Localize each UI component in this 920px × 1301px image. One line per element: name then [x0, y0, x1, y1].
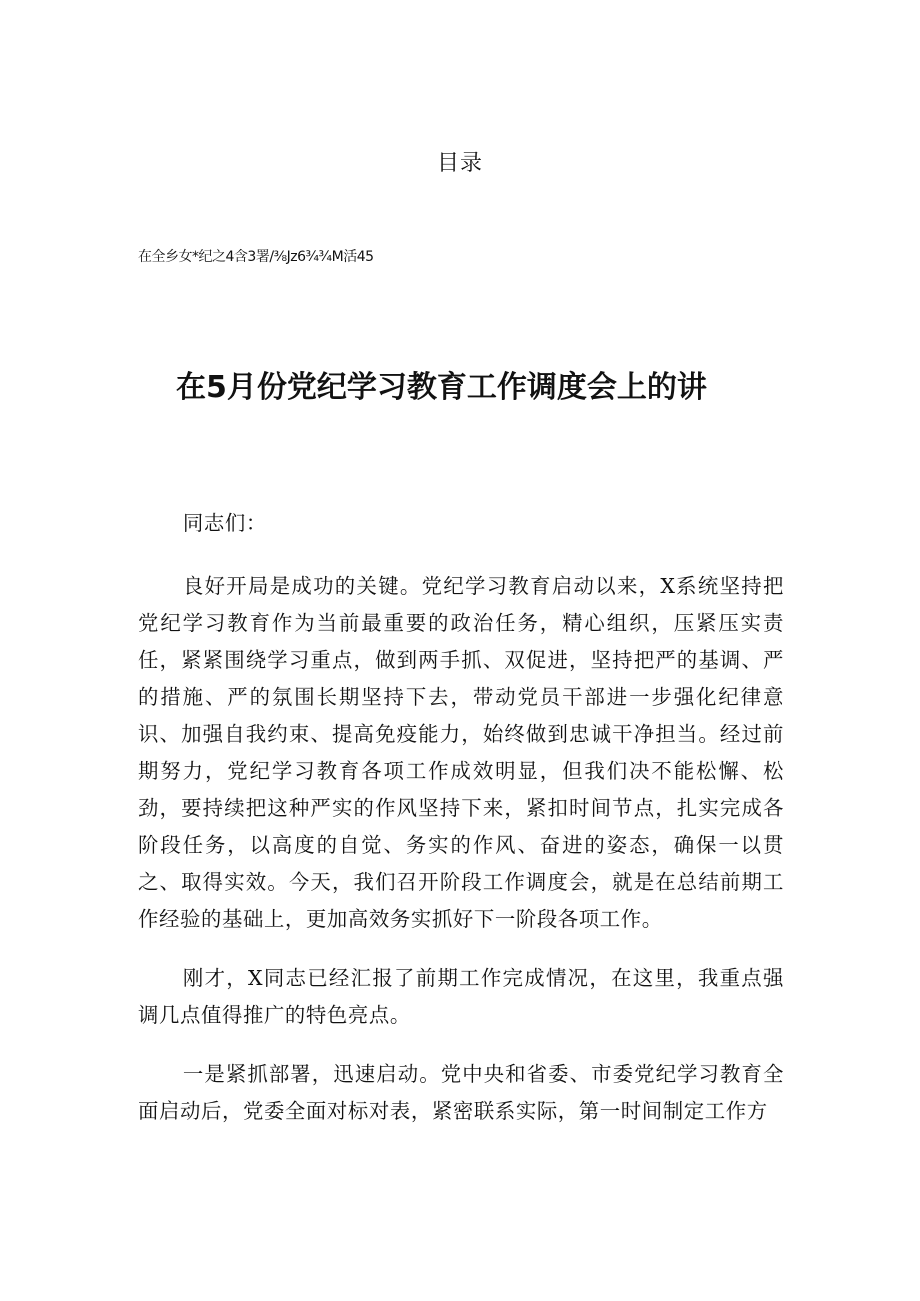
toc-entry[interactable]: 在全乡女*纪之4含3署/⅜Jz6¾¾M活45: [138, 249, 374, 265]
toc-title: 目录: [436, 151, 483, 176]
document-body: [138, 505, 784, 1152]
body-paragraph: 良好开局是成功的关键。党纪学习教育启动以来，X系统坚持把党纪学习教育作为当前最重要的政治任务，精心组织，压紧压实责任，紧紧围绕学习重点，做到两手抓、双促进，坚持把严的基调、严的措施、严的氛围长期坚持下去，带动党员干部进一步强化纪律意识、加强自我约束、提高免疫能力，始终做到忠诚干净担当。经过前期努力，党纪学习教育各项工作成效明显，但我们决不能松懈、松劲，要持续把这种严实的作风坚持下来，紧扣时间节点，扎实完成各阶段任务，以高度的自觉、务实的作风、奋进的姿态，确保一以贯之、取得实效。今天，我们召开阶段工作调度会，就是在总结前期工作经验的基础上，更加高效务实抓好下一阶段各项工作。: [138, 574, 784, 931]
salutation: 同志们：: [182, 511, 267, 535]
document-title: 在5月份党纪学习教育工作调度会上的讲: [176, 370, 707, 405]
body-paragraph: 一是紧抓部署，迅速启动。党中央和省委、市委党纪学习教育全面启动后，党委全面对标对表，紧密联系实际，第一时间制定工作方: [138, 1062, 784, 1123]
body-paragraph: 刚才，X同志已经汇报了前期工作完成情况，在这里，我重点强调几点值得推广的特色亮点。: [138, 966, 784, 1027]
